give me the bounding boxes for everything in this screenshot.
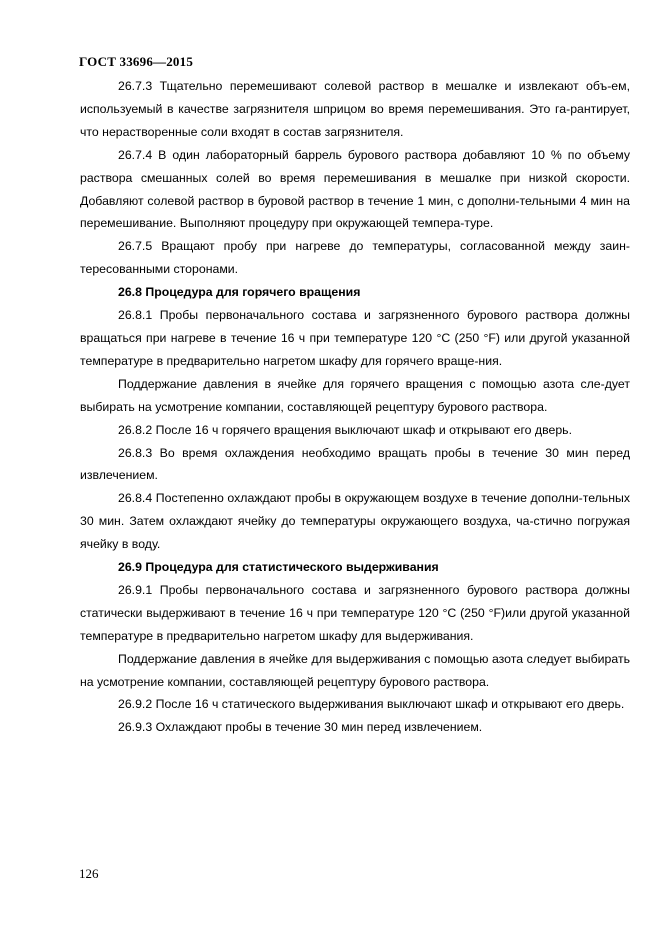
section-heading-26-9: 26.9 Процедура для статистического выдерживания (118, 560, 439, 575)
document-body (80, 75, 630, 739)
paragraph-26-8-2: 26.8.2 После 16 ч горячего вращения выключают шкаф и открывают его дверь. (118, 422, 572, 437)
paragraph-26-9-1: 26.9.1 Пробы первоначального состава и загрязненного бурового раствора должны статически выдерживают в течение 16 ч при температуре 120 °C (250 °F)или другой указанной температуре в предварительно нагретом шкафу для выдерживания. (80, 582, 630, 643)
page-number: 126 (79, 866, 99, 881)
section-heading-26-8: 26.8 Процедура для горячего вращения (118, 285, 361, 300)
paragraph-26-7-5: 26.7.5 Вращают пробу при нагреве до температуры, согласованной между заин-тересованными сторонами. (80, 239, 630, 277)
paragraph-26-8-1-note: Поддержание давления в ячейке для горячего вращения с помощью азота сле-дует выбирать на усмотрение компании, составляющей рецептуру бурового раствора. (80, 376, 630, 414)
paragraph-26-7-4: 26.7.4 В один лабораторный баррель бурового раствора добавляют 10 % по объему раствора смешанных солей во время перемешивания в мешалке при низкой скорости. Добавляют солевой раствор в буровой раствор в течение 1 мин, с дополни-тельными 4 мин на перемешивание. Выполняют процедуру при окружающей темпера-туре. (80, 147, 630, 231)
paragraph-26-9-3: 26.9.3 Охлаждают пробы в течение 30 мин перед извлечением. (118, 720, 483, 735)
paragraph-26-9-1-note: Поддержание давления в ячейке для выдерживания с помощью азота следует выбирать на усмотрение компании, составляющей рецептуру бурового раствора. (80, 651, 630, 689)
paragraph-26-8-4: 26.8.4 Постепенно охлаждают пробы в окружающем воздухе в течение дополни-тельных 30 мин. Затем охлаждают ячейку до температуры окружающего воздуха, ча-стично погружая ячейку в воду. (80, 491, 630, 552)
paragraph-26-9-2: 26.9.2 После 16 ч статического выдерживания выключают шкаф и открывают его дверь. (118, 697, 625, 712)
paragraph-26-8-3: 26.8.3 Во время охлаждения необходимо вращать пробы в течение 30 мин перед извлечением. (80, 445, 630, 483)
paragraph-26-8-1: 26.8.1 Пробы первоначального состава и загрязненного бурового раствора должны вращаться при нагреве в течение 16 ч при температуре 120 °C (250 °F) или другой указанной температуре в предварительно нагретом шкафу для горячего враще-ния. (80, 308, 630, 368)
document-header: ГОСТ 33696—2015 (79, 54, 194, 69)
paragraph-26-7-3: 26.7.3 Тщательно перемешивают солевой раствор в мешалке и извлекают объ-ем, используемый в качестве загрязнителя шприцом во время перемешивания. Это га-рантирует, что нерастворенные соли входят в состав загрязнителя. (80, 79, 630, 139)
